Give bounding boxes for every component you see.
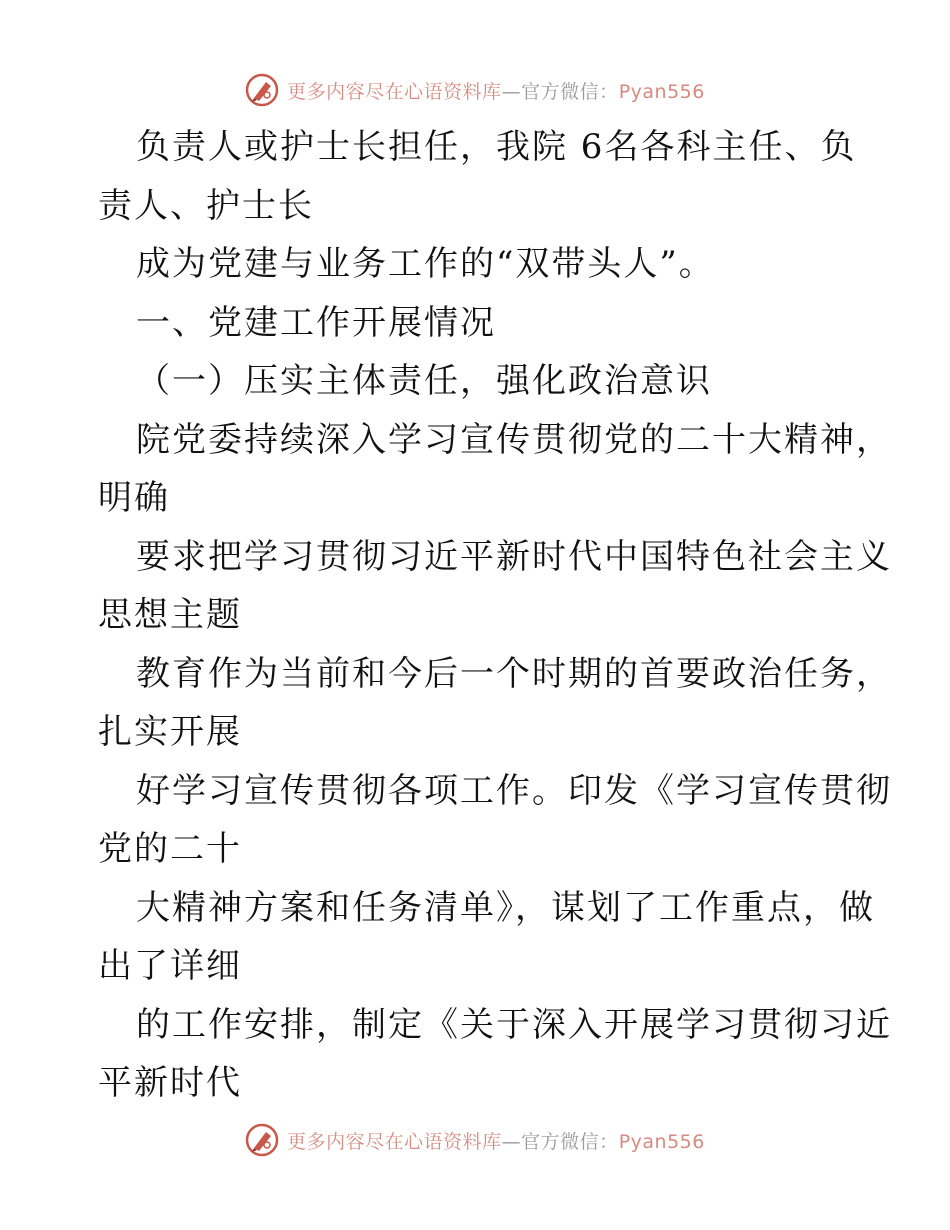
body-line: 扎实开展 <box>98 712 242 752</box>
body-line: 院党委持续深入学习宣传贯彻党的二十大精神， <box>136 419 892 460</box>
body-line: 好学习宣传贯彻各项工作。印发《学习宣传贯彻 <box>136 770 892 811</box>
pen-logo-icon <box>245 1123 279 1157</box>
watermark-separator: — <box>501 80 522 103</box>
watermark-text <box>287 1127 705 1154</box>
watermark-brand: 更多内容尽在心语资料库 <box>287 1130 502 1153</box>
subsection-heading: （一）压实主体责任，强化政治意识 <box>136 361 712 401</box>
body-line: 思想主题 <box>98 595 242 635</box>
body-line: 的工作安排，制定《关于深入开展学习贯彻习近 <box>136 1004 892 1045</box>
body-line: 大精神方案和任务清单》，谋划了工作重点，做 <box>136 887 875 928</box>
body-line: 出了详细 <box>98 946 242 986</box>
header-watermark <box>0 70 950 110</box>
body-line: 要求把学习贯彻习近平新时代中国特色社会主义 <box>136 536 892 577</box>
section-heading: 一、党建工作开展情况 <box>136 302 496 343</box>
body-line: 责人、护士长 <box>98 185 314 226</box>
watermark-text <box>287 77 705 104</box>
watermark-label: 官方微信： <box>521 1130 619 1153</box>
watermark-label: 官方微信： <box>521 80 619 103</box>
document-body <box>98 118 892 1113</box>
body-line: 负责人或护士长担任，我院 6名各科主任、负 <box>136 127 857 167</box>
watermark-separator: — <box>501 1130 522 1153</box>
pen-logo-icon <box>245 73 279 107</box>
body-line: 教育作为当前和今后一个时期的首要政治任务， <box>136 653 892 694</box>
body-line: 明确 <box>98 478 170 518</box>
body-line: 党的二十 <box>98 829 242 869</box>
footer-watermark <box>0 1120 950 1160</box>
body-line: 平新时代 <box>98 1063 242 1103</box>
watermark-wechat-id: Pyan556 <box>618 80 705 103</box>
watermark-brand: 更多内容尽在心语资料库 <box>287 80 502 103</box>
watermark-wechat-id: Pyan556 <box>618 1130 705 1153</box>
body-line: 成为党建与业务工作的“双带头人”。 <box>136 244 715 284</box>
